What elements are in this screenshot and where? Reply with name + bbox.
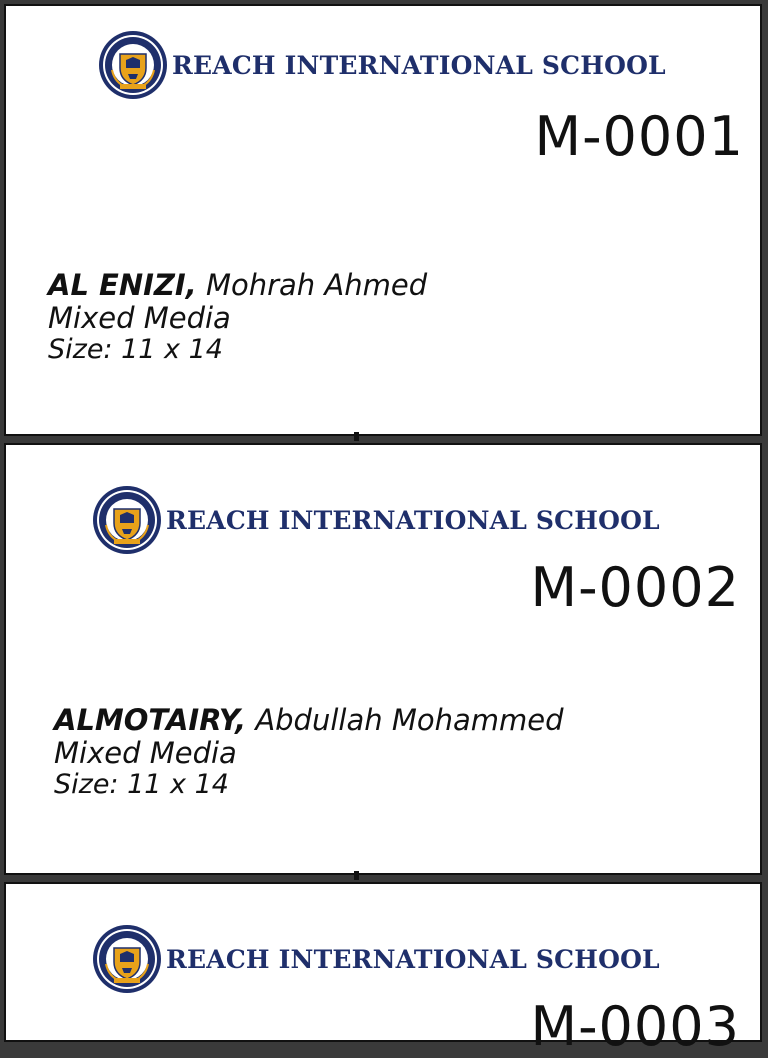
artwork-code: M-0002 bbox=[530, 556, 740, 619]
artwork-code: M-0003 bbox=[530, 995, 740, 1058]
artwork-info bbox=[54, 703, 564, 801]
artist-given-name: Abdullah Mohammed bbox=[255, 703, 564, 737]
artist-surname: AL ENIZI, bbox=[48, 268, 197, 302]
artwork-medium: Mixed Media bbox=[54, 736, 237, 770]
school-name: REACH INTERNATIONAL SCHOOL bbox=[166, 944, 660, 974]
school-name: REACH INTERNATIONAL SCHOOL bbox=[166, 505, 660, 535]
cut-mark bbox=[354, 432, 359, 441]
artwork-size: Size: 11 x 14 bbox=[48, 334, 223, 365]
school-header bbox=[92, 922, 660, 996]
artist-given-name: Mohrah Ahmed bbox=[205, 268, 428, 302]
artwork-code: M-0001 bbox=[534, 105, 744, 168]
artist-name bbox=[54, 703, 564, 737]
cut-mark bbox=[354, 871, 359, 880]
school-crest-icon bbox=[98, 30, 168, 100]
school-crest-icon bbox=[92, 485, 162, 555]
artist-surname: ALMOTAIRY, bbox=[54, 703, 247, 737]
school-header bbox=[98, 28, 666, 102]
art-label-card bbox=[4, 443, 762, 875]
school-name: REACH INTERNATIONAL SCHOOL bbox=[172, 50, 666, 80]
artwork-info bbox=[48, 268, 427, 366]
artwork-size: Size: 11 x 14 bbox=[54, 769, 229, 800]
art-label-card bbox=[4, 4, 762, 436]
art-label-card bbox=[4, 882, 762, 1058]
school-crest-icon bbox=[92, 924, 162, 994]
artist-name bbox=[48, 268, 427, 302]
school-header bbox=[92, 483, 660, 557]
artwork-medium: Mixed Media bbox=[48, 301, 231, 335]
